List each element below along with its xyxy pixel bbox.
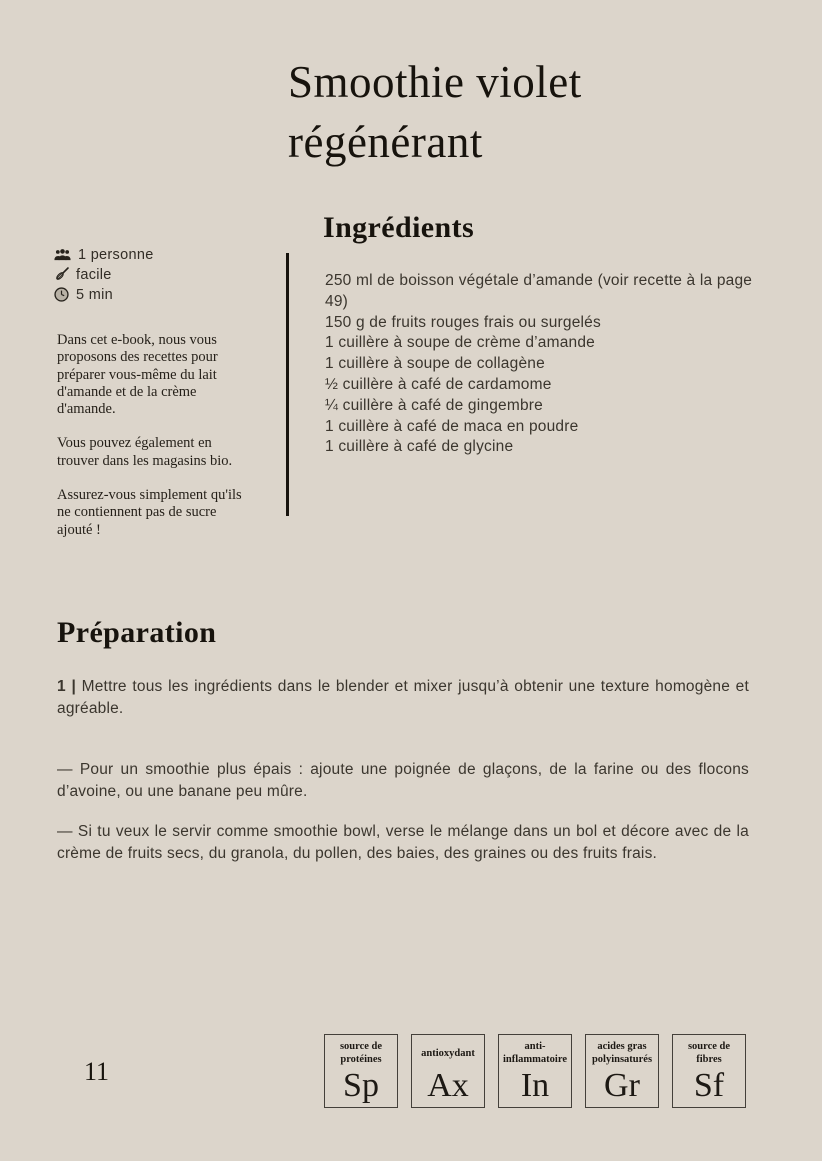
recipe-meta — [54, 245, 154, 305]
ingredient-item: 250 ml de boisson végétale d’amande (voir recette à la page 49) — [325, 272, 753, 310]
difficulty-label: facile — [76, 266, 112, 283]
sidebar-notes — [57, 332, 255, 556]
ingredient-item: 1 cuillère à soupe de crème d’amande — [325, 334, 595, 352]
step-number: 1 | — [57, 678, 76, 695]
ingredients-list — [325, 271, 777, 458]
meta-time — [54, 285, 154, 304]
ingredient-item: ½ cuillère à café de cardamome — [325, 375, 552, 393]
page-title-line2: régénérant — [288, 117, 483, 167]
step-text: Mettre tous les ingrédients dans le blender et mixer jusqu’à obtenir une texture homogène et agréable. — [57, 678, 749, 717]
time-label: 5 min — [76, 286, 113, 303]
sidebar-note-paragraph: Assurez-vous simplement qu'ils ne contiennent pas de sucre ajouté ! — [57, 487, 242, 538]
ingredients-heading: Ingrédients — [323, 211, 475, 244]
preparation-tip: — Si tu veux le servir comme smoothie bowl, verse le mélange dans un bol et décore avec de la crème de fruits secs, du granola, du pollen, des baies, des graines ou des fruits frais. — [57, 823, 749, 862]
badge-anti-inflammatoire — [498, 1034, 572, 1108]
badge-antioxydant — [411, 1034, 485, 1108]
badge-acides-gras-polyinsatures — [585, 1034, 659, 1108]
page-number: 11 — [84, 1057, 110, 1086]
nutrient-badges — [324, 1034, 746, 1108]
preparation-tip: — Pour un smoothie plus épais : ajoute une poignée de glaçons, de la farine ou des flocons d’avoine, ou une banane peu mûre. — [57, 761, 749, 800]
badge-symbol: Sf — [693, 1067, 725, 1104]
preparation-heading: Préparation — [57, 616, 217, 649]
ingredient-item: ¼ cuillère à café de gingembre — [325, 396, 543, 414]
vertical-divider — [286, 253, 289, 516]
people-icon — [54, 249, 71, 261]
badge-label: source de protéines — [339, 1041, 383, 1065]
badge-source-de-fibres — [672, 1034, 746, 1108]
whisk-icon — [54, 267, 69, 282]
ingredient-item: 150 g de fruits rouges frais ou surgelés — [325, 313, 601, 331]
sidebar-note-paragraph: Vous pouvez également en trouver dans les magasins bio. — [57, 435, 233, 469]
page-title — [288, 52, 708, 172]
page-title-line1: Smoothie violet — [288, 57, 582, 107]
servings-label: 1 personne — [78, 246, 154, 263]
badge-source-de-proteines — [324, 1034, 398, 1108]
badge-symbol: Sp — [343, 1067, 379, 1104]
badge-symbol: Ax — [427, 1067, 469, 1104]
badge-symbol: Gr — [604, 1067, 640, 1104]
ingredient-item: 1 cuillère à café de maca en poudre — [325, 417, 579, 435]
ingredient-item: 1 cuillère à soupe de collagène — [325, 355, 545, 373]
ingredient-item: 1 cuillère à café de glycine — [325, 438, 514, 456]
sidebar-note-paragraph: Dans cet e-book, nous vous proposons des recettes pour préparer vous-même du lait d'amande et de la crème d'amande. — [57, 332, 218, 418]
badge-label: anti-inflammatoire — [503, 1041, 567, 1065]
badge-symbol: In — [520, 1067, 550, 1104]
badge-label: acides gras polyinsaturés — [591, 1041, 653, 1065]
badge-label: antioxydant — [421, 1047, 475, 1059]
meta-servings — [54, 245, 154, 264]
badge-label: source de fibres — [687, 1041, 731, 1065]
clock-icon — [54, 287, 69, 302]
preparation-step-1 — [57, 676, 749, 720]
meta-difficulty — [54, 265, 154, 284]
